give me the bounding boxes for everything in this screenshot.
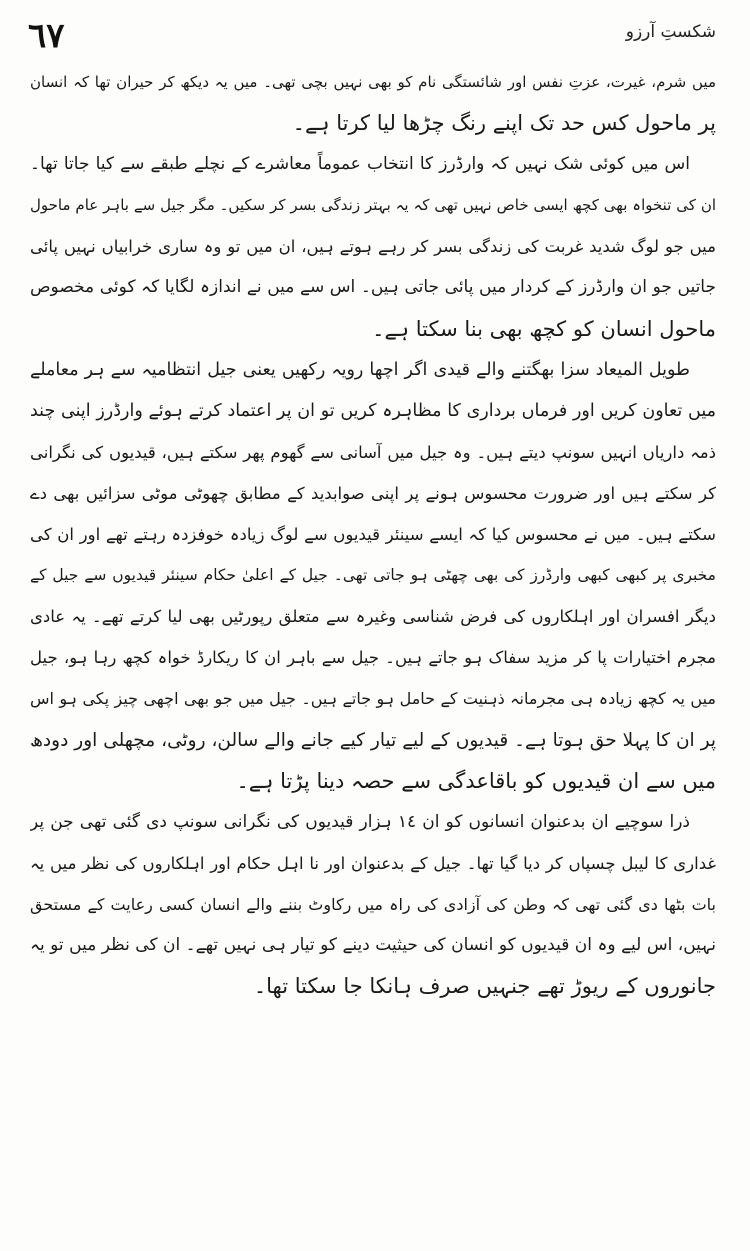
page-number: ٦٧ <box>28 16 65 56</box>
text-line: پر ماحول کس حد تک اپنے رنگ چڑھا لیا کرتا ہے۔ <box>292 111 716 136</box>
text-line: سکتے ہیں۔ میں نے محسوس کیا کہ ایسے سینئر قیدیوں سے لوگ زیادہ خوفزدہ رہتے تھے اور ان کی <box>30 525 716 545</box>
text-line: میں شرم، غیرت، عزتِ نفس اور شائستگی نام کو بھی نہیں بچی تھی۔ میں یہ دیکھ کر حیران تھا کہ انسان <box>30 73 716 91</box>
text-line: جاتیں جو ان وارڈرز کے کردار میں پائی جاتی ہیں۔ اس سے میں نے اندازہ لگایا کہ کوئی مخصوص <box>30 277 716 298</box>
text-line: غداری کا لیبل چسپاں کر دیا گیا تھا۔ جیل کے بدعنوان اور نا اہل حکام اور اہلکاروں کی نظر میں یہ <box>30 853 716 873</box>
body-text <box>30 62 716 1007</box>
text-line: ان کی تنخواہ بھی کچھ ایسی خاص نہیں تھی کہ یہ بہتر زندگی بسر کر سکیں۔ مگر جیل سے باہر عام ماحول <box>30 196 716 215</box>
text-line: نہیں، اس لیے وہ ان قیدیوں کو انسان کی حیثیت دینے کو تیار ہی نہیں تھے۔ ان کی نظر میں تو یہ <box>30 934 716 955</box>
running-header-title: شکستِ آرزو <box>625 22 716 42</box>
text-line: میں تعاون کریں اور فرماں برداری کا مظاہرہ کریں تو ان پر اعتماد کرتے ہوئے وارڈرز اپنی چند <box>30 400 716 421</box>
text-line: ماحول انسان کو کچھ بھی بنا سکتا ہے۔ <box>372 316 716 341</box>
text-line: میں یہ کچھ زیادہ ہی مجرمانہ ذہنیت کے حامل ہو جاتے ہیں۔ جیل میں جو بھی اچھی چیز پکی ہو اس <box>30 689 716 709</box>
text-line: پر ان کا پہلا حق ہوتا ہے۔ قیدیوں کے لیے تیار کیے جانے والے سالن، روٹی، مچھلی اور دودھ <box>30 729 716 751</box>
text-line: جانوروں کے ریوڑ تھے جنہیں صرف ہانکا جا سکتا تھا۔ <box>253 974 716 999</box>
text-line: میں جو لوگ شدید غربت کی زندگی بسر کر رہے ہوتے ہیں، ان میں تو وہ ساری خرابیاں نہیں پائی <box>30 237 716 257</box>
text-line: بات بٹھا دی گئی تھی کہ وطن کی آزادی کی راہ میں رکاوٹ بننے والے انسان کسی رعایت کے مستحق <box>30 894 716 914</box>
text-line: ذمہ داریاں انہیں سونپ دیتے ہیں۔ وہ جیل میں آسانی سے گھوم پھر سکتے ہیں، قیدیوں کی نگرانی <box>30 442 716 462</box>
text-line: طویل المیعاد سزا بھگتنے والے قیدی اگر اچھا رویہ رکھیں یعنی جیل انتظامیہ سے ہر معاملے <box>30 359 690 380</box>
text-line: ذرا سوچیے ان بدعنوان انسانوں کو ان ١٤ ہزار قیدیوں کی نگرانی سونپ دی گئی تھی جن پر <box>30 811 690 832</box>
text-line: میں سے ان قیدیوں کو باقاعدگی سے حصہ دینا پڑتا ہے۔ <box>236 768 716 793</box>
text-line: اس میں کوئی شک نہیں کہ وارڈرز کا انتخاب عموماً معاشرے کے نچلے طبقے سے کیا جاتا تھا۔ <box>30 154 690 175</box>
text-line: مخبری پر کبھی کبھی وارڈرز کی بھی چھٹی ہو جاتی تھی۔ جیل کے اعلیٰ حکام سینئر قیدیوں سے جیل کے <box>30 566 716 585</box>
text-line: دیگر افسران اور اہلکاروں کی فرض شناسی وغیرہ سے متعلق رپورٹیں بھی لیا کرتے تھے۔ یہ عادی <box>30 607 716 627</box>
text-line: مجرم اختیارات پا کر مزید سفاک ہو جاتے ہیں۔ جیل سے باہر ان کا ریکارڈ خواہ کچھ رہا ہو، جیل <box>30 648 716 668</box>
text-line: کر سکتے ہیں اور ضرورت محسوس ہونے پر اپنی صوابدید کے مطابق چھوٹی موٹی سزائیں بھی دے <box>30 483 716 503</box>
